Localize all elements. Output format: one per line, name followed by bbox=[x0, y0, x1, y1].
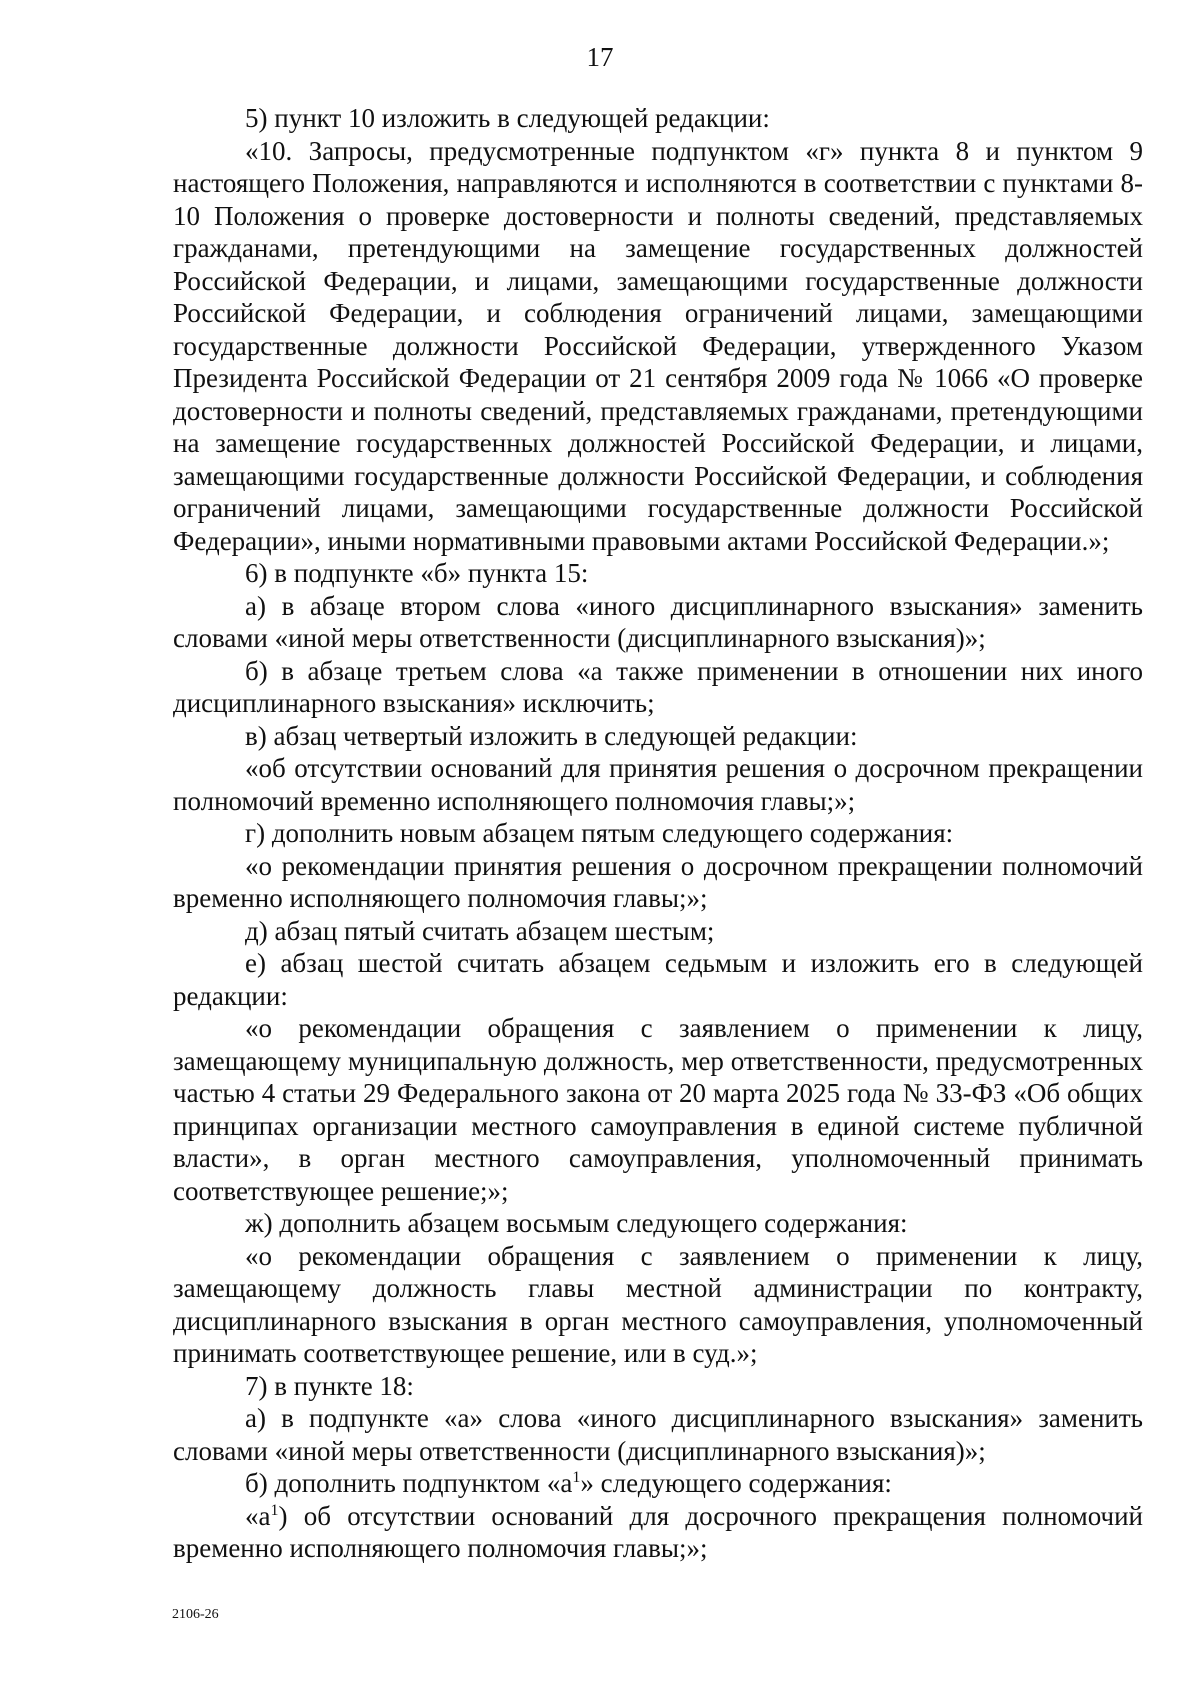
text-fragment: б) дополнить подпунктом «а bbox=[245, 1468, 573, 1498]
paragraph-sub-zh-text: «о рекомендации обращения с заявлением о применении к лицу, замещающему должность главы местной администрации по контракту, дисциплинарного взыскания в орган местного самоуправления, уполномоченный принимать соответствующее решение, или в суд.»; bbox=[173, 1240, 1143, 1368]
paragraph-sub-a: а) в абзаце втором слова «иного дисциплинарного взыскания» заменить словами «иной меры ответственности (дисциплинарного взыскания)»; bbox=[173, 590, 1143, 653]
paragraph-sub-d: д) абзац пятый считать абзацем шестым; bbox=[245, 915, 715, 946]
paragraph-item-7-sub-b-text bbox=[173, 1500, 1143, 1565]
paragraph-sub-e: е) абзац шестой считать абзацем седьмым и изложить его в следующей редакции: bbox=[173, 948, 1143, 1011]
superscript: 1 bbox=[572, 1469, 581, 1486]
paragraph-item-7: 7) в пункте 18: bbox=[245, 1370, 414, 1401]
paragraph-sub-g-text: «о рекомендации принятия решения о досрочном прекращении полномочий временно исполняющего полномочия главы;»; bbox=[173, 850, 1143, 913]
text-fragment: » следующего содержания: bbox=[580, 1468, 892, 1498]
superscript: 1 bbox=[270, 1501, 279, 1519]
paragraph-sub-b: б) в абзаце третьем слова «а также применении в отношении них иного дисциплинарного взыскания» исключить; bbox=[173, 655, 1143, 718]
paragraph-item-7-sub-a: а) в подпункте «а» слова «иного дисциплинарного взыскания» заменить словами «иной меры ответственности (дисциплинарного взыскания)»; bbox=[173, 1403, 1143, 1466]
paragraph-item-7-sub-b bbox=[173, 1467, 1143, 1500]
paragraph-item-5: 5) пункт 10 изложить в следующей редакции: bbox=[245, 103, 770, 133]
paragraph-sub-e-text: «о рекомендации обращения с заявлением о применении к лицу, замещающему муниципальную должность, мер ответственности, предусмотренных частью 4 статьи 29 Федерального закона от 20 марта 2025 года № 33-ФЗ «Об общих принципах организации местного самоуправления в единой системе публичной власти», в орган местного самоуправления, уполномоченный принимать соответствующее решение;»; bbox=[173, 1013, 1143, 1206]
paragraph-sub-v-text: «об отсутствии оснований для принятия решения о досрочном прекращении полномочий временно исполняющего полномочия главы;»; bbox=[173, 753, 1143, 816]
paragraph-item-10-text: «10. Запросы, предусмотренные подпунктом «г» пункта 8 и пунктом 9 настоящего Положения, направляются и исполняются в соответствии с пунктами 8-10 Положения о проверке достоверности и полноты сведений, представляемых гражданами, претендующими на замещение государственных должностей Российской Федерации, и лицами, замещающими государственные должности Российской Федерации, и соблюдения ограничений лицами, замещающими государственные должности Российской Федерации, утвержденного Указом Президента Российской Федерации от 21 сентября 2009 года № 1066 «О проверке достоверности и полноты сведений, представляемых гражданами, претендующими на замещение государственных должностей Российской Федерации, и лицами, замещающими государственные должности Российской Федерации, и соблюдения ограничений лицами, замещающими государственные должности Российской Федерации», иными нормативными правовыми актами Российской Федерации.»; bbox=[173, 135, 1143, 556]
text-fragment: «а bbox=[245, 1500, 271, 1531]
document-body bbox=[173, 102, 1143, 1565]
page-number: 17 bbox=[586, 42, 614, 72]
document-code: 2106-26 bbox=[172, 1607, 219, 1622]
paragraph-item-6: 6) в подпункте «б» пункта 15: bbox=[245, 558, 589, 588]
paragraph-sub-g: г) дополнить новым абзацем пятым следующего содержания: bbox=[245, 818, 954, 848]
paragraph-sub-v: в) абзац четвертый изложить в следующей редакции: bbox=[245, 720, 858, 751]
text-fragment: ) об отсутствии оснований для досрочного прекращения полномочий временно исполняющего полномочия главы;»; bbox=[173, 1500, 1143, 1563]
paragraph-sub-zh: ж) дополнить абзацем восьмым следующего содержания: bbox=[245, 1208, 908, 1238]
